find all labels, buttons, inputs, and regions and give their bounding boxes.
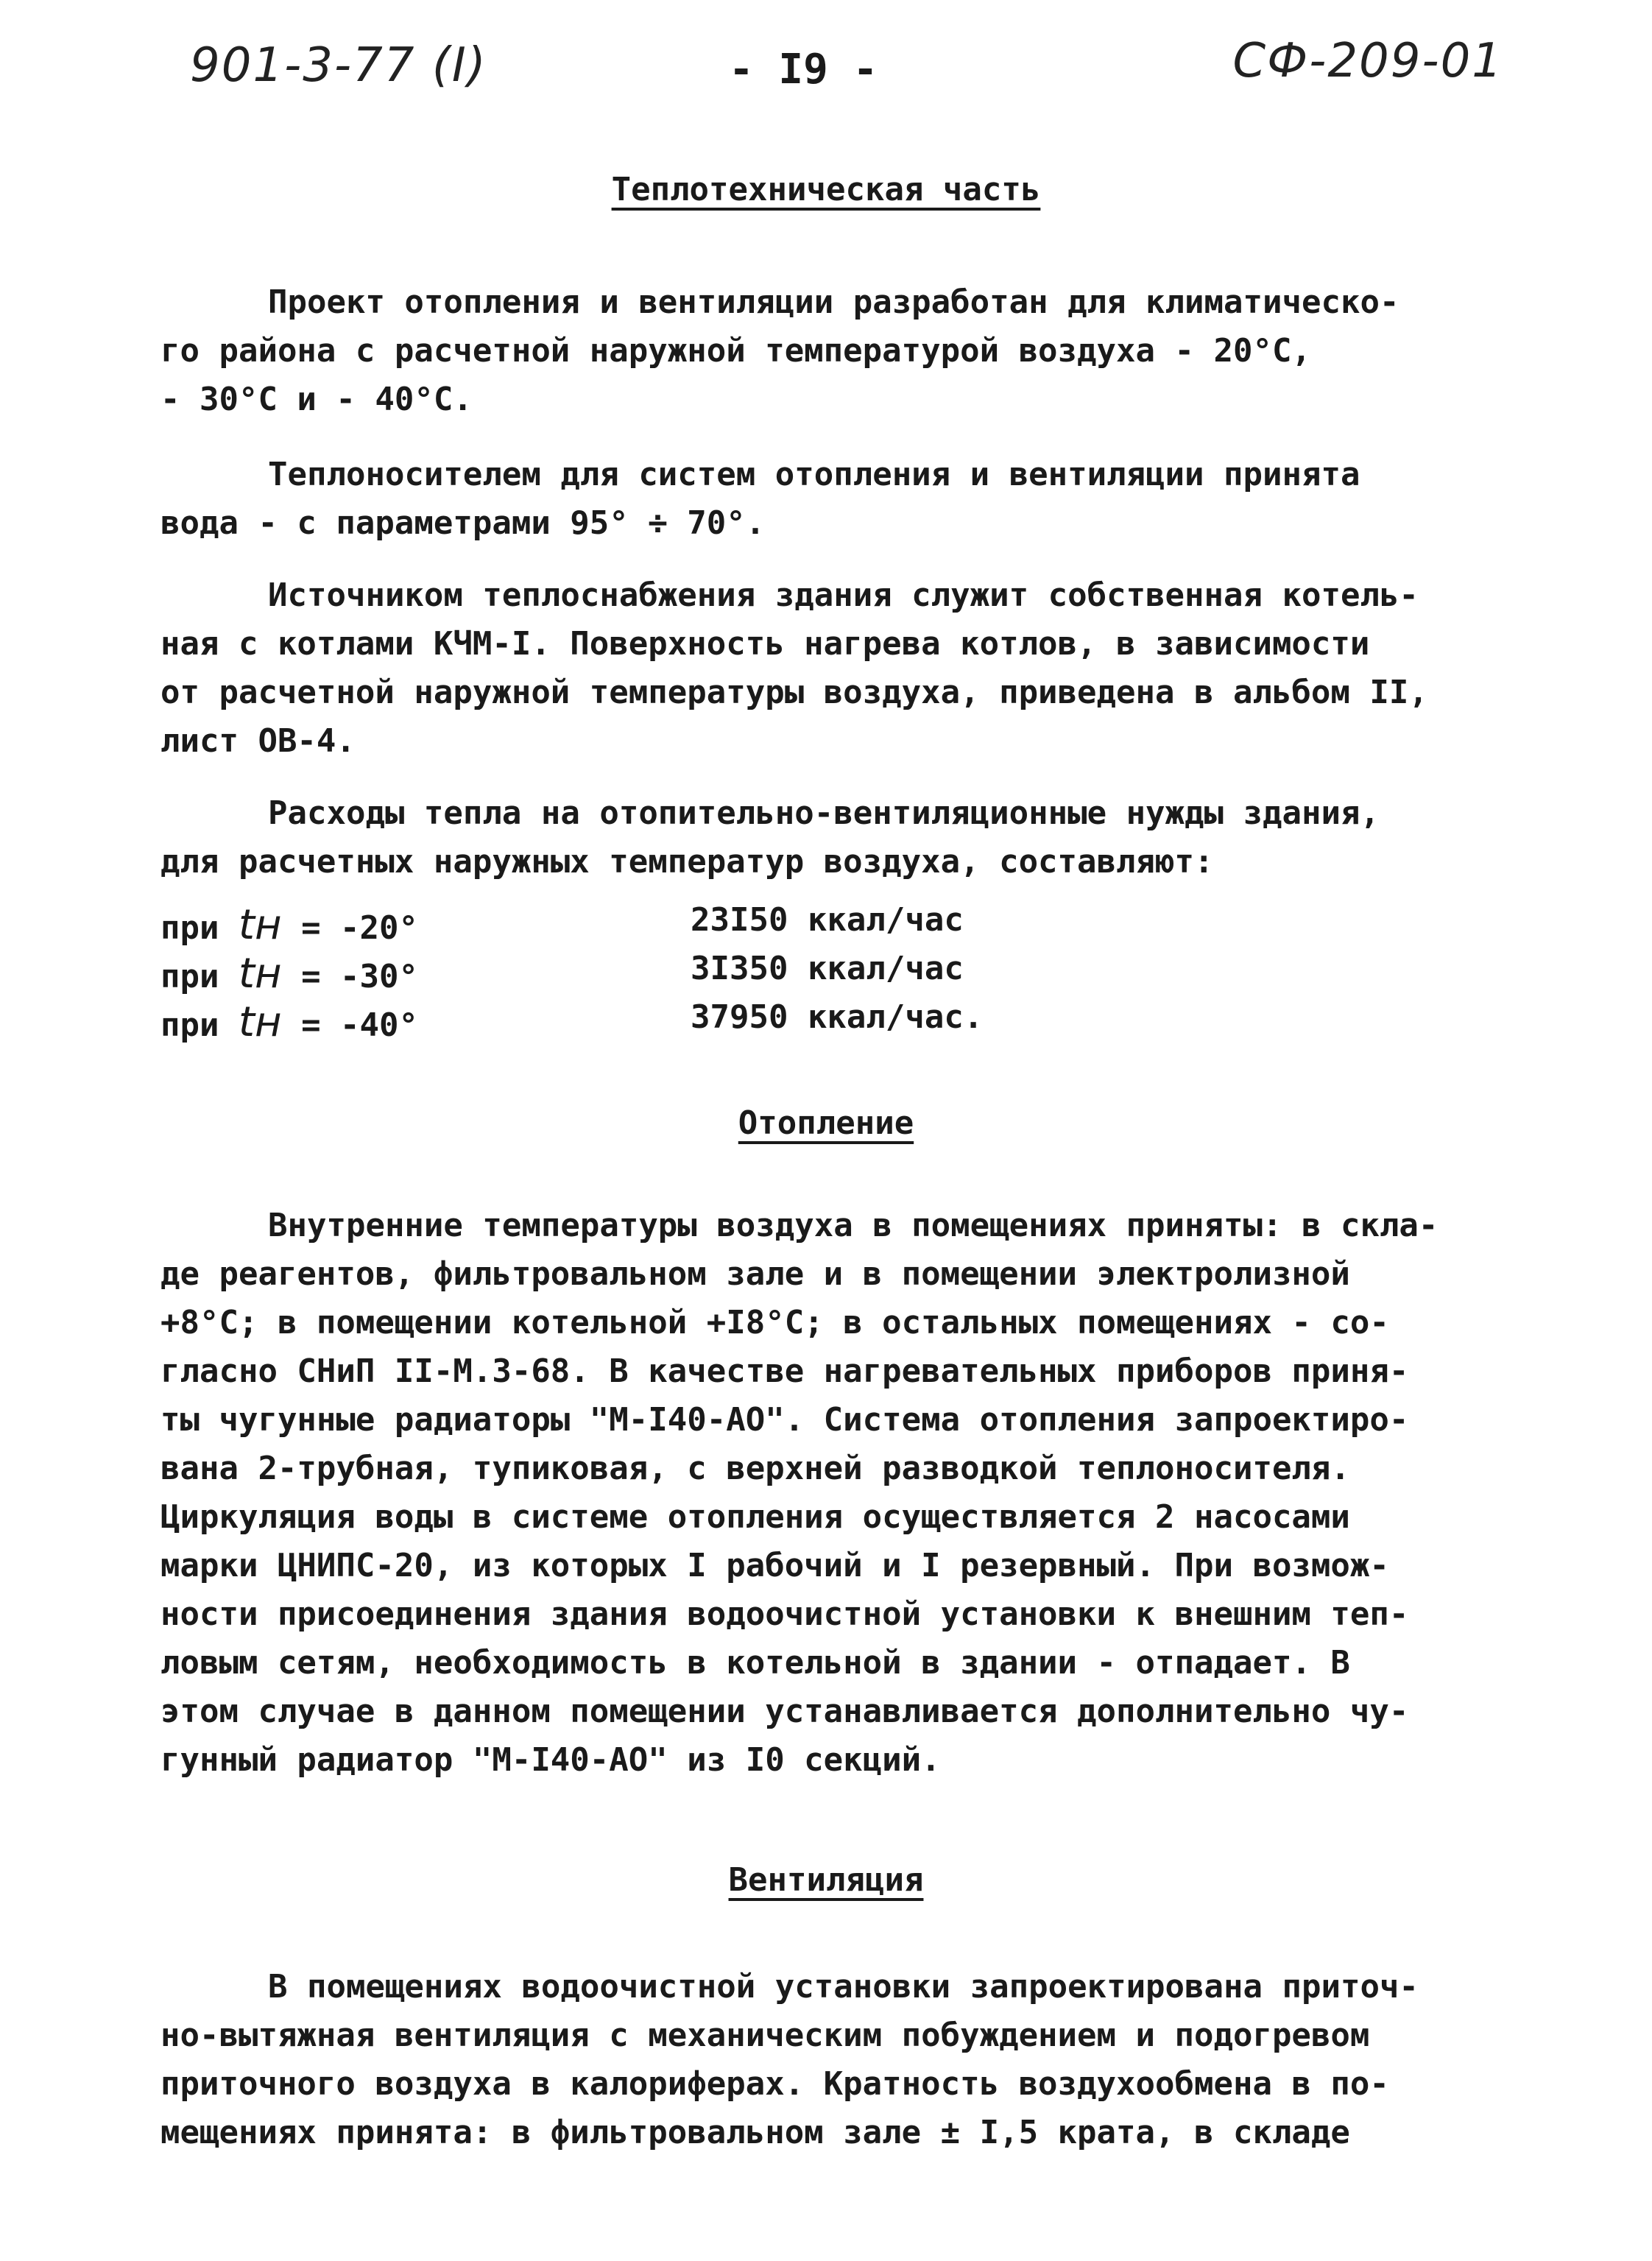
text-line: го района с расчетной наружной температурой воздуха - 20°С, bbox=[160, 332, 1311, 370]
text-line: Циркуляция воды в системе отопления осуществляется 2 насосами bbox=[160, 1498, 1350, 1536]
text-line: вана 2-трубная, тупиковая, с верхней разводкой теплоносителя. bbox=[160, 1450, 1350, 1487]
heat-consumption-row bbox=[160, 901, 1191, 950]
heat-value: 23I50 ккал/час bbox=[691, 901, 964, 939]
text-line: марки ЦНИПС-20, из которых I рабочий и I резервный. При возмож- bbox=[160, 1547, 1389, 1584]
page-number: - I9 - bbox=[729, 46, 878, 94]
temperature-condition: = -20° bbox=[301, 909, 419, 947]
text-line: - 30°С и - 40°С. bbox=[160, 381, 473, 418]
section-title-ventilation: Вентиляция bbox=[728, 1861, 924, 1899]
text-line: Расходы тепла на отопительно-вентиляционные нужды здания, bbox=[268, 794, 1380, 832]
heat-consumption-row bbox=[160, 950, 1191, 998]
text-line: гласно СНиП II-М.3-68. В качестве нагревательных приборов приня- bbox=[160, 1352, 1409, 1390]
section-title-heating: Отопление bbox=[738, 1104, 914, 1142]
text-line: ты чугунные радиаторы "М-I40-АО". Система отопления запроектиро- bbox=[160, 1401, 1409, 1439]
text-line: +8°С; в помещении котельной +I8°С; в остальных помещениях - со- bbox=[160, 1304, 1389, 1341]
text-line: де реагентов, фильтровальном зале и в помещении электролизной bbox=[160, 1255, 1350, 1293]
text-line: ловым сетям, необходимость в котельной в здании - отпадает. В bbox=[160, 1644, 1350, 1682]
text-line: мещениях принята: в фильтровальном зале ± I,5 крата, в складе bbox=[160, 2114, 1350, 2151]
paragraph-heat-carrier bbox=[160, 451, 1500, 548]
section-title-thermal: Теплотехническая часть bbox=[611, 171, 1041, 208]
text-line: ности присоединения здания водоочистной установки к внешним теп- bbox=[160, 1595, 1409, 1633]
text-line: от расчетной наружной температуры воздуха, приведена в альбом II, bbox=[160, 674, 1428, 711]
heat-consumption-row bbox=[160, 998, 1191, 1047]
heat-value: 37950 ккал/час. bbox=[691, 998, 984, 1036]
heat-value: 3I350 ккал/час bbox=[691, 950, 964, 987]
text-line: гунный радиатор "М-I40-АО" из I0 секций. bbox=[160, 1741, 941, 1779]
text-line: лист ОВ-4. bbox=[160, 722, 356, 760]
temperature-condition: = -40° bbox=[301, 1006, 419, 1044]
temperature-symbol: tн bbox=[238, 998, 282, 1046]
text-line: приточного воздуха в калориферах. Кратность воздухообмена в по- bbox=[160, 2065, 1389, 2103]
text-line: В помещениях водоочистной установки запроектирована приточ- bbox=[268, 1968, 1419, 2006]
text-line: вода - с параметрами 95° ÷ 70°. bbox=[160, 504, 766, 542]
paragraph-ventilation bbox=[160, 1963, 1500, 2157]
temperature-symbol: tн bbox=[238, 950, 282, 998]
row-prefix: при bbox=[160, 958, 219, 995]
text-line: ная с котлами КЧМ-I. Поверхность нагрева котлов, в зависимости bbox=[160, 625, 1370, 663]
paragraph-heat-consumption bbox=[160, 789, 1500, 886]
text-line: Проект отопления и вентиляции разработан для климатическо- bbox=[268, 283, 1399, 321]
paragraph-design-basis bbox=[160, 278, 1500, 424]
document-code-right: СФ-209-01 bbox=[1232, 34, 1503, 88]
row-prefix: при bbox=[160, 1006, 219, 1044]
text-line: этом случае в данном помещении устанавливается дополнительно чу- bbox=[160, 1693, 1409, 1730]
paragraph-heat-source bbox=[160, 571, 1500, 766]
text-line: Источником теплоснабжения здания служит собственная котель- bbox=[268, 576, 1419, 614]
paragraph-heating bbox=[160, 1202, 1500, 1785]
text-line: но-вытяжная вентиляция с механическим побуждением и подогревом bbox=[160, 2017, 1370, 2054]
text-line: Внутренние температуры воздуха в помещениях приняты: в скла- bbox=[268, 1207, 1439, 1244]
text-line: для расчетных наружных температур воздуха, составляют: bbox=[160, 843, 1214, 881]
temperature-condition: = -30° bbox=[301, 958, 419, 995]
temperature-symbol: tн bbox=[238, 901, 282, 949]
row-prefix: при bbox=[160, 909, 219, 947]
document-code-left: 901-3-77 (I) bbox=[190, 38, 487, 93]
text-line: Теплоносителем для систем отопления и вентиляции принята bbox=[268, 456, 1360, 493]
